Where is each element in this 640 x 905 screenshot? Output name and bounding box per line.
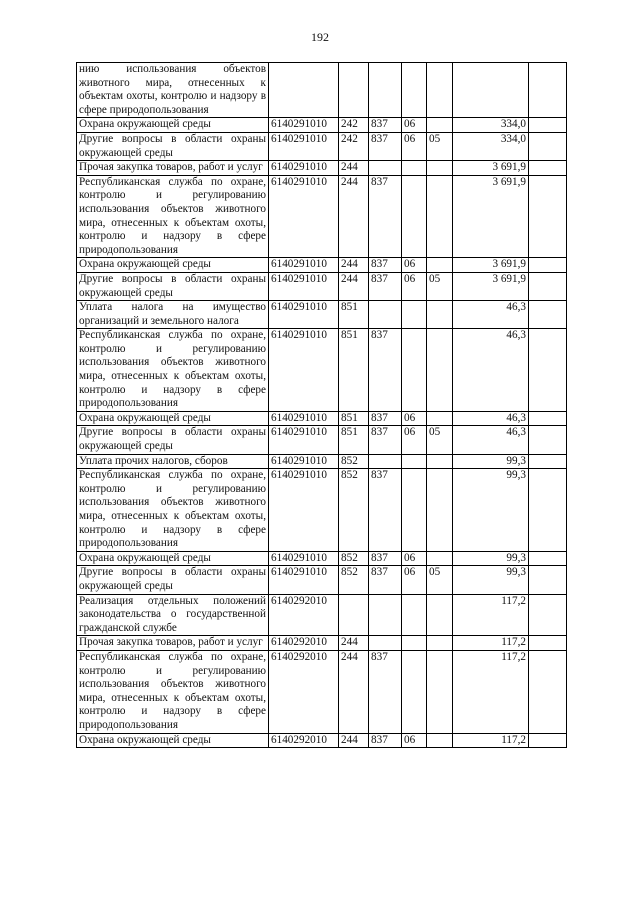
cell-extra: [529, 118, 567, 133]
cell-subsection: [427, 63, 453, 118]
cell-subsection: [427, 118, 453, 133]
cell-extra: [529, 551, 567, 566]
table-row: [77, 175, 567, 258]
cell-expense-type: 244: [339, 258, 369, 273]
cell-amount: 117,2: [453, 733, 529, 748]
table-row: [77, 469, 567, 552]
cell-subsection: [427, 650, 453, 733]
cell-section: 06: [402, 566, 427, 594]
cell-section: 06: [402, 258, 427, 273]
cell-section: [402, 636, 427, 651]
table-row: [77, 132, 567, 160]
cell-subsection: [427, 301, 453, 329]
cell-extra: [529, 329, 567, 412]
table-row: [77, 733, 567, 748]
cell-section: 06: [402, 132, 427, 160]
cell-section: [402, 329, 427, 412]
cell-administrator: [369, 454, 402, 469]
cell-expense-type: 244: [339, 272, 369, 300]
cell-section: [402, 301, 427, 329]
cell-administrator: 837: [369, 411, 402, 426]
cell-name: Уплата прочих налогов, сборов: [77, 454, 269, 469]
cell-subsection: [427, 175, 453, 258]
cell-expense-type: [339, 63, 369, 118]
cell-administrator: 837: [369, 258, 402, 273]
cell-section: 06: [402, 272, 427, 300]
cell-administrator: 837: [369, 132, 402, 160]
cell-subsection: 05: [427, 272, 453, 300]
cell-extra: [529, 132, 567, 160]
cell-administrator: [369, 301, 402, 329]
cell-section: [402, 454, 427, 469]
cell-target-article: 6140291010: [269, 161, 339, 176]
cell-expense-type: 851: [339, 426, 369, 454]
cell-administrator: [369, 636, 402, 651]
cell-amount: 46,3: [453, 329, 529, 412]
table-row: [77, 411, 567, 426]
cell-target-article: 6140291010: [269, 426, 339, 454]
cell-target-article: 6140291010: [269, 175, 339, 258]
cell-amount: 3 691,9: [453, 272, 529, 300]
cell-extra: [529, 469, 567, 552]
cell-extra: [529, 636, 567, 651]
cell-name: Охрана окружающей среды: [77, 551, 269, 566]
cell-subsection: [427, 636, 453, 651]
cell-administrator: [369, 63, 402, 118]
cell-extra: [529, 426, 567, 454]
cell-extra: [529, 594, 567, 636]
cell-amount: 46,3: [453, 411, 529, 426]
cell-target-article: 6140291010: [269, 118, 339, 133]
cell-extra: [529, 733, 567, 748]
budget-table: [76, 62, 567, 748]
cell-target-article: 6140291010: [269, 411, 339, 426]
cell-target-article: 6140291010: [269, 132, 339, 160]
cell-subsection: [427, 411, 453, 426]
cell-administrator: 837: [369, 426, 402, 454]
cell-expense-type: 852: [339, 566, 369, 594]
cell-administrator: 837: [369, 118, 402, 133]
cell-name: Охрана окружающей среды: [77, 118, 269, 133]
cell-subsection: 05: [427, 132, 453, 160]
cell-name: Республиканская служба по охране, контролю и регулированию использования объектов животного мира, отнесенных к объектам охоты, контролю и надзору в сфере природопользования: [77, 329, 269, 412]
cell-section: [402, 594, 427, 636]
cell-target-article: 6140291010: [269, 566, 339, 594]
cell-extra: [529, 454, 567, 469]
cell-name: Прочая закупка товаров, работ и услуг: [77, 161, 269, 176]
cell-extra: [529, 161, 567, 176]
cell-expense-type: 244: [339, 161, 369, 176]
cell-subsection: [427, 454, 453, 469]
cell-extra: [529, 272, 567, 300]
cell-section: [402, 161, 427, 176]
cell-name: Охрана окружающей среды: [77, 258, 269, 273]
cell-amount: 99,3: [453, 551, 529, 566]
cell-target-article: 6140291010: [269, 329, 339, 412]
cell-section: [402, 175, 427, 258]
cell-amount: 117,2: [453, 650, 529, 733]
cell-target-article: 6140291010: [269, 469, 339, 552]
cell-administrator: 837: [369, 650, 402, 733]
cell-section: 06: [402, 411, 427, 426]
cell-amount: 3 691,9: [453, 175, 529, 258]
cell-expense-type: 244: [339, 733, 369, 748]
cell-section: [402, 469, 427, 552]
cell-amount: 117,2: [453, 636, 529, 651]
cell-name: Другие вопросы в области охраны окружающей среды: [77, 426, 269, 454]
table-row: [77, 258, 567, 273]
table-row: [77, 551, 567, 566]
cell-expense-type: 851: [339, 301, 369, 329]
cell-administrator: 837: [369, 733, 402, 748]
cell-administrator: 837: [369, 272, 402, 300]
table-row: [77, 650, 567, 733]
table-row: [77, 272, 567, 300]
cell-section: [402, 650, 427, 733]
table-row: [77, 161, 567, 176]
cell-name: Охрана окружающей среды: [77, 733, 269, 748]
cell-amount: 99,3: [453, 454, 529, 469]
cell-target-article: [269, 63, 339, 118]
cell-target-article: 6140291010: [269, 258, 339, 273]
cell-subsection: [427, 551, 453, 566]
cell-extra: [529, 650, 567, 733]
cell-name: Уплата налога на имущество организаций и земельного налога: [77, 301, 269, 329]
cell-amount: 334,0: [453, 118, 529, 133]
cell-name: Другие вопросы в области охраны окружающей среды: [77, 272, 269, 300]
cell-extra: [529, 63, 567, 118]
cell-extra: [529, 566, 567, 594]
cell-expense-type: [339, 594, 369, 636]
cell-extra: [529, 258, 567, 273]
cell-expense-type: 852: [339, 469, 369, 552]
cell-subsection: 05: [427, 426, 453, 454]
cell-expense-type: 851: [339, 329, 369, 412]
cell-target-article: 6140291010: [269, 301, 339, 329]
cell-amount: 46,3: [453, 426, 529, 454]
table-row: [77, 636, 567, 651]
cell-name: Республиканская служба по охране, контролю и регулированию использования объектов животного мира, отнесенных к объектам охоты, контролю и надзору в сфере природопользования: [77, 650, 269, 733]
cell-amount: 99,3: [453, 566, 529, 594]
cell-subsection: [427, 733, 453, 748]
cell-section: 06: [402, 118, 427, 133]
table-body: [77, 63, 567, 748]
cell-subsection: [427, 161, 453, 176]
cell-section: 06: [402, 733, 427, 748]
table-row: [77, 426, 567, 454]
cell-extra: [529, 411, 567, 426]
table-row: [77, 63, 567, 118]
table-row: [77, 118, 567, 133]
cell-name: нию использования объектов животного мира, отнесенных к объектам охоты, контролю и надзору в сфере природопользования: [77, 63, 269, 118]
cell-name: Другие вопросы в области охраны окружающей среды: [77, 132, 269, 160]
cell-extra: [529, 301, 567, 329]
cell-section: 06: [402, 551, 427, 566]
cell-name: Другие вопросы в области охраны окружающей среды: [77, 566, 269, 594]
cell-name: Республиканская служба по охране, контролю и регулированию использования объектов животного мира, отнесенных к объектам охоты, контролю и надзору в сфере природопользования: [77, 469, 269, 552]
cell-subsection: [427, 594, 453, 636]
cell-expense-type: 242: [339, 132, 369, 160]
cell-amount: 334,0: [453, 132, 529, 160]
cell-target-article: 6140291010: [269, 272, 339, 300]
cell-target-article: 6140292010: [269, 636, 339, 651]
cell-target-article: 6140291010: [269, 454, 339, 469]
cell-section: 06: [402, 426, 427, 454]
cell-target-article: 6140292010: [269, 650, 339, 733]
cell-amount: 99,3: [453, 469, 529, 552]
cell-expense-type: 244: [339, 175, 369, 258]
cell-administrator: 837: [369, 175, 402, 258]
cell-administrator: 837: [369, 329, 402, 412]
cell-name: Реализация отдельных положений законодательства о государственной гражданской службе: [77, 594, 269, 636]
cell-expense-type: 852: [339, 551, 369, 566]
cell-target-article: 6140292010: [269, 594, 339, 636]
cell-administrator: [369, 161, 402, 176]
cell-subsection: [427, 469, 453, 552]
table-row: [77, 301, 567, 329]
table-row: [77, 594, 567, 636]
cell-extra: [529, 175, 567, 258]
cell-expense-type: 244: [339, 650, 369, 733]
cell-expense-type: 242: [339, 118, 369, 133]
cell-name: Прочая закупка товаров, работ и услуг: [77, 636, 269, 651]
cell-subsection: [427, 258, 453, 273]
table-row: [77, 566, 567, 594]
cell-target-article: 6140291010: [269, 551, 339, 566]
cell-target-article: 6140292010: [269, 733, 339, 748]
cell-administrator: 837: [369, 469, 402, 552]
table-row: [77, 329, 567, 412]
cell-expense-type: 244: [339, 636, 369, 651]
page-number: 192: [311, 30, 329, 44]
cell-amount: 117,2: [453, 594, 529, 636]
cell-amount: 3 691,9: [453, 161, 529, 176]
cell-administrator: [369, 594, 402, 636]
cell-amount: 3 691,9: [453, 258, 529, 273]
table-row: [77, 454, 567, 469]
cell-section: [402, 63, 427, 118]
cell-name: Республиканская служба по охране, контролю и регулированию использования объектов животного мира, отнесенных к объектам охоты, контролю и надзору в сфере природопользования: [77, 175, 269, 258]
cell-amount: 46,3: [453, 301, 529, 329]
cell-subsection: 05: [427, 566, 453, 594]
cell-amount: [453, 63, 529, 118]
cell-administrator: 837: [369, 551, 402, 566]
cell-subsection: [427, 329, 453, 412]
cell-expense-type: 851: [339, 411, 369, 426]
cell-name: Охрана окружающей среды: [77, 411, 269, 426]
cell-expense-type: 852: [339, 454, 369, 469]
cell-administrator: 837: [369, 566, 402, 594]
